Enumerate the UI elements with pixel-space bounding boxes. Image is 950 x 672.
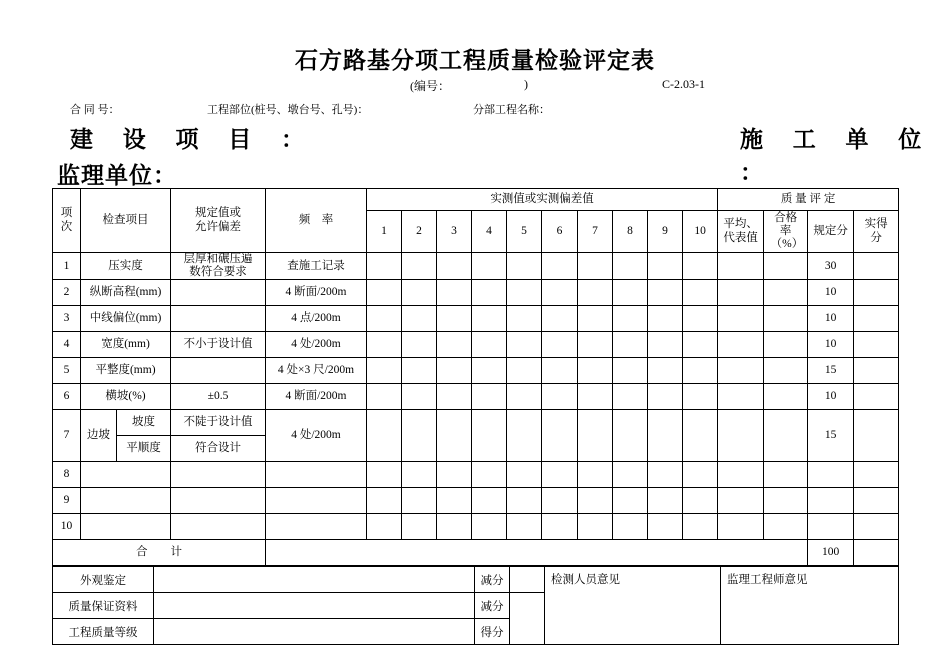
header-num: 10	[683, 211, 718, 253]
header-num: 6	[542, 211, 578, 253]
supervisor-opinion: 监理工程师意见	[721, 567, 899, 645]
grade-label: 工程质量等级	[53, 619, 154, 645]
total-score: 100	[808, 540, 854, 566]
header-frequency: 频 率	[266, 189, 367, 253]
header-num: 5	[507, 211, 542, 253]
row-item: 中线偏位(mm)	[81, 306, 171, 332]
table-row	[53, 253, 899, 280]
supervision-unit-label: 监理单位：	[57, 163, 177, 188]
row-seq: 7	[53, 410, 81, 462]
header-num: 7	[578, 211, 613, 253]
deduct-label: 减分	[475, 593, 510, 619]
row-seq: 2	[53, 280, 81, 306]
table-row	[53, 306, 899, 332]
row-score: 10	[808, 306, 854, 332]
header-pass-rate: 合格率（%）	[764, 211, 808, 253]
inspection-table	[52, 188, 899, 566]
row-spec: 不陡于设计值	[171, 410, 266, 436]
row-item: 横坡(%)	[81, 384, 171, 410]
row-score: 15	[808, 410, 854, 462]
header-score-standard: 规定分	[808, 211, 854, 253]
row-score: 30	[808, 253, 854, 280]
row-item: 压实度	[81, 253, 171, 280]
header-num: 4	[472, 211, 507, 253]
table-row	[53, 514, 899, 540]
table-row	[53, 488, 899, 514]
page-title: 石方路基分项工程质量检验评定表	[295, 48, 655, 73]
code-close: )	[524, 77, 528, 91]
table-row	[53, 332, 899, 358]
header-num: 8	[613, 211, 648, 253]
row-frequency: 4 处×3 尺/200m	[266, 358, 367, 384]
header-num: 2	[402, 211, 437, 253]
row-frequency: 查施工记录	[266, 253, 367, 280]
table-row	[53, 358, 899, 384]
row-spec: 不小于设计值	[171, 332, 266, 358]
row-seq: 8	[53, 462, 81, 488]
inspector-opinion: 检测人员意见	[545, 567, 721, 645]
row-frequency: 4 点/200m	[266, 306, 367, 332]
row-frequency: 4 断面/200m	[266, 384, 367, 410]
table-row	[53, 280, 899, 306]
row-seq: 9	[53, 488, 81, 514]
code-label: (编号：	[410, 79, 450, 93]
row-spec	[171, 358, 266, 384]
row-item: 宽度(mm)	[81, 332, 171, 358]
row-seq: 4	[53, 332, 81, 358]
location-label: 工程部位(桩号、墩台号、孔号)：	[207, 104, 369, 116]
obtained-label: 得分	[475, 619, 510, 645]
table-row	[53, 410, 899, 436]
row-item: 边坡	[81, 410, 117, 462]
row-item: 纵断高程(mm)	[81, 280, 171, 306]
row-spec: 符合设计	[171, 436, 266, 462]
row-score: 10	[808, 384, 854, 410]
row-seq: 1	[53, 253, 81, 280]
quality-docs-label: 质量保证资料	[53, 593, 154, 619]
row-spec	[171, 306, 266, 332]
header-measured: 实测值或实测偏差值	[367, 189, 718, 211]
contract-label: 合 同 号：	[70, 104, 120, 116]
evaluation-table	[52, 566, 899, 645]
row-frequency: 4 处/200m	[266, 410, 367, 462]
header-score-obtained: 实得分	[854, 211, 899, 253]
row-subitem: 平顺度	[117, 436, 171, 462]
construction-project-label: 建 设 项 目 ：	[70, 127, 316, 152]
header-num: 9	[648, 211, 683, 253]
row-seq: 3	[53, 306, 81, 332]
row-frequency: 4 断面/200m	[266, 280, 367, 306]
row-subitem: 坡度	[117, 410, 171, 436]
row-score: 15	[808, 358, 854, 384]
row-seq: 10	[53, 514, 81, 540]
row-seq: 6	[53, 384, 81, 410]
total-label: 合 计	[53, 540, 266, 566]
appearance-label: 外观鉴定	[53, 567, 154, 593]
construction-unit-label: 施 工 单 位 ：	[740, 127, 934, 185]
row-item: 平整度(mm)	[81, 358, 171, 384]
row-frequency: 4 处/200m	[266, 332, 367, 358]
form-number: C-2.03-1	[662, 77, 705, 91]
header-item: 检查项目	[81, 189, 171, 253]
total-row	[53, 540, 899, 566]
row-spec: 层厚和碾压遍数符合要求	[171, 253, 266, 280]
header-num: 3	[437, 211, 472, 253]
sub-project-label: 分部工程名称：	[473, 104, 550, 116]
row-score: 10	[808, 332, 854, 358]
header-quality: 质 量 评 定	[718, 189, 899, 211]
header-spec: 规定值或允许偏差	[171, 189, 266, 253]
row-score: 10	[808, 280, 854, 306]
deduct-label: 减分	[475, 567, 510, 593]
table-row	[53, 384, 899, 410]
header-num: 1	[367, 211, 402, 253]
row-spec: ±0.5	[171, 384, 266, 410]
row-spec	[171, 280, 266, 306]
table-row	[53, 462, 899, 488]
row-seq: 5	[53, 358, 81, 384]
header-average: 平均、代表值	[718, 211, 764, 253]
header-seq: 项次	[53, 189, 81, 253]
